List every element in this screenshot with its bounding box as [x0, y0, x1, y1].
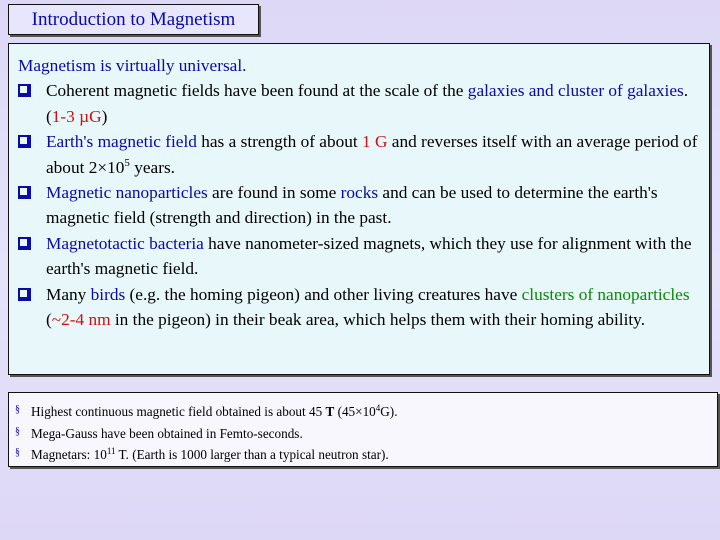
- note-item-mega-gauss: § Mega-Gauss have been obtained in Femto-seconds.: [15, 425, 303, 441]
- notes-box: [8, 392, 718, 467]
- list-item-birds: Many birds (e.g. the homing pigeon) and other living creatures have clusters of nanoparticles (~2-4 nm in the pigeon) in their beak area, which helps them with their homing ability.: [18, 282, 699, 333]
- hollow-square-bullet-icon: [18, 186, 31, 199]
- slide-title-box: [8, 4, 259, 35]
- hollow-square-bullet-icon: [18, 135, 31, 148]
- highlight-galaxies: galaxies and cluster of galaxies: [467, 81, 684, 101]
- highlight-magnetic-nanoparticles: Magnetic nanoparticles: [46, 183, 208, 203]
- main-content-box: [8, 43, 710, 375]
- highlight-rocks: rocks: [340, 183, 379, 203]
- highlight-field-value: 1-3 µG: [51, 106, 102, 126]
- list-item-nanoparticles: Magnetic nanoparticles are found in some rocks and can be used to determine the earth's magnetic field (strength and direction) in the past.: [18, 180, 699, 231]
- list-item-bacteria: Magnetotactic bacteria have nanometer-sized magnets, which they use for alignment with the earth's magnetic field.: [18, 231, 699, 282]
- highlight-earth-field: Earth's magnetic field: [46, 132, 197, 152]
- intro-text: Magnetism is virtually universal.: [18, 56, 247, 75]
- highlight-clusters: clusters of nanoparticles: [521, 284, 690, 304]
- list-item-galaxies: Coherent magnetic fields have been found at the scale of the galaxies and cluster of galaxies. (1-3 µG): [18, 78, 699, 129]
- highlight-birds: birds: [90, 284, 126, 304]
- hollow-square-bullet-icon: [18, 288, 31, 301]
- notes-list: [15, 401, 717, 466]
- note-item-highest-field: § Highest continuous magnetic field obtained is about 45 T $(45\times 10^4G)$.: [15, 403, 398, 419]
- hollow-square-bullet-icon: [18, 237, 31, 250]
- section-bullet-icon: §: [15, 447, 20, 458]
- highlight-nm-size: ~2-4 nm: [51, 310, 111, 330]
- list-item-earth-field: Earth's magnetic field has a strength of about 1 G and reverses itself with an average period of about $2\times 10^5$ years.: [18, 129, 699, 180]
- slide-title: Introduction to Magnetism: [31, 8, 236, 30]
- highlight-bacteria: Magnetotactic bacteria: [46, 233, 204, 253]
- hollow-square-bullet-icon: [18, 84, 31, 97]
- section-bullet-icon: §: [15, 425, 20, 437]
- section-bullet-icon: §: [15, 404, 20, 415]
- bullet-list: [18, 78, 699, 332]
- highlight-1g: 1 G: [362, 132, 388, 152]
- note-item-magnetars: § Magnetars: $10^{11}$ T. (Earth is 1000 larger than a typical neutron star).: [15, 446, 389, 462]
